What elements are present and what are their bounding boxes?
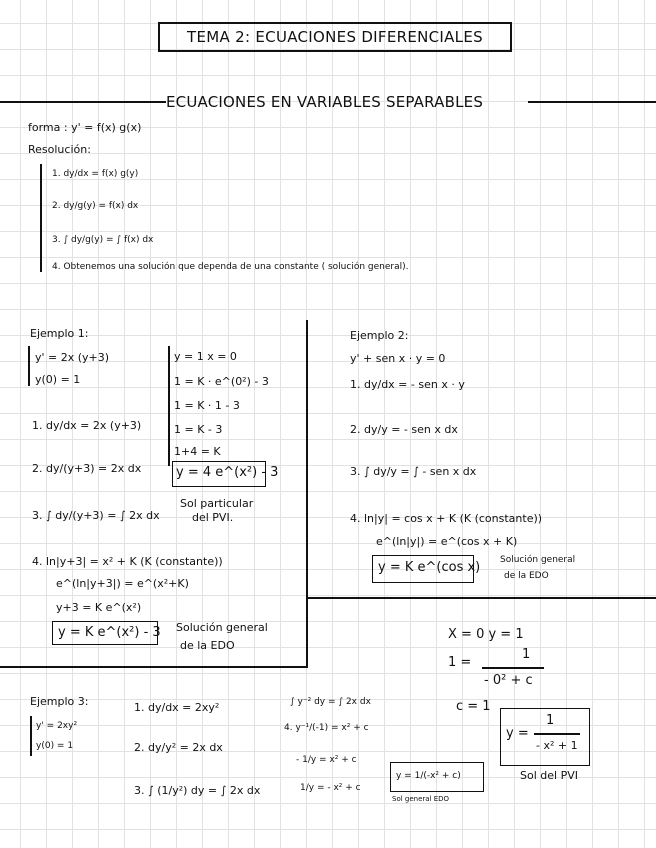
divider-horizontal-left	[0, 666, 308, 668]
resolucion-step-3: 3. ∫ dy/g(y) = ∫ f(x) dx	[52, 235, 154, 245]
ejemplo1-brace	[28, 346, 30, 386]
ejemplo1-step-2: 2. dy/(y+3) = 2x dx	[32, 462, 142, 475]
divider-vertical-ex1-ex2	[306, 320, 308, 668]
page-title	[158, 22, 512, 52]
ejemplo3-step-4: 4. y⁻¹/(-1) = x² + c	[284, 723, 369, 733]
ejemplo2-result-label-1: Solución general	[500, 555, 576, 565]
ejemplo3-int: ∫ y⁻² dy = ∫ 2x dx	[290, 697, 371, 707]
ejemplo3-gen-result: y = 1/(-x² + c)	[396, 771, 461, 781]
ejemplo2-eq: y' + sen x · y = 0	[350, 352, 446, 365]
ejemplo1-title: Ejemplo 1:	[30, 327, 89, 340]
ejemplo1-pvi-4: 1 = K - 3	[174, 423, 223, 436]
resolucion-brace	[40, 164, 42, 272]
ejemplo3-line6: 1/y = - x² + c	[300, 783, 361, 793]
pvi2-num: 1	[522, 647, 531, 662]
ejemplo3-step-3: 3. ∫ (1/y²) dy = ∫ 2x dx	[134, 784, 261, 797]
resolucion-heading: Resolución:	[28, 143, 91, 156]
ejemplo3-step-2: 2. dy/y² = 2x dx	[134, 741, 223, 754]
ejemplo1-pvi-line	[168, 346, 170, 466]
pvi2-eq: 1 =	[448, 655, 472, 670]
ejemplo1-pvi-5: 1+4 = K	[174, 445, 221, 458]
ejemplo1-pvi-1: y = 1 x = 0	[174, 350, 237, 363]
subtitle-line-left	[0, 101, 166, 103]
ejemplo1-step-4: 4. ln|y+3| = x² + K (K (constante))	[32, 555, 223, 568]
resolucion-step-4: 4. Obtenemos una solución que dependa de una constante ( solución general).	[52, 262, 409, 272]
ejemplo3-final-num: 1	[546, 713, 555, 728]
ejemplo2-step-4: 4. ln|y| = cos x + K (K (constante))	[350, 512, 543, 525]
ejemplo1-step-3: 3. ∫ dy/(y+3) = ∫ 2x dx	[32, 509, 160, 522]
ejemplo3-line5: - 1/y = x² + c	[296, 755, 357, 765]
ejemplo3-final-bar	[534, 733, 580, 735]
ejemplo3-final-den: - x² + 1	[536, 739, 578, 752]
ejemplo1-result-label-1: Solución general	[176, 621, 268, 634]
forma-line: forma : y' = f(x) g(x)	[28, 121, 142, 134]
ejemplo3-eq: y' = 2xy²	[36, 721, 78, 731]
ejemplo2-step-1: 1. dy/dx = - sen x · y	[350, 378, 465, 391]
ejemplo2-step-2: 2. dy/y = - sen x dx	[350, 423, 458, 436]
pvi2-fraction-bar	[482, 667, 544, 669]
ejemplo1-eq2: y+3 = K e^(x²)	[56, 601, 142, 614]
ejemplo2-title: Ejemplo 2:	[350, 329, 409, 342]
ejemplo3-cond: y(0) = 1	[36, 741, 74, 751]
page-title-text: TEMA 2: ECUACIONES DIFERENCIALES	[187, 28, 483, 46]
ejemplo1-pvi-result: y = 4 e^(x²) - 3	[176, 465, 279, 480]
pvi2-c: c = 1	[456, 699, 491, 714]
ejemplo2-result-label-2: de la EDO	[504, 571, 549, 581]
ejemplo1-eq: y' = 2x (y+3)	[35, 351, 110, 364]
ejemplo1-result: y = K e^(x²) - 3	[58, 625, 161, 640]
section-subtitle: ECUACIONES EN VARIABLES SEPARABLES	[166, 93, 484, 111]
ejemplo1-cond: y(0) = 1	[35, 373, 81, 386]
pvi2-den: - 0² + c	[484, 673, 533, 688]
pvi2-cond: X = 0 y = 1	[448, 627, 524, 642]
ejemplo3-title: Ejemplo 3:	[30, 695, 89, 708]
ejemplo3-brace	[30, 716, 32, 756]
ejemplo3-step-1: 1. dy/dx = 2xy²	[134, 701, 220, 714]
ejemplo1-exp: e^(ln|y+3|) = e^(x²+K)	[56, 577, 189, 590]
ejemplo1-pvi-3: 1 = K · 1 - 3	[174, 399, 240, 412]
ejemplo3-gen-label: Sol general EDO	[392, 795, 450, 803]
ejemplo1-step-1: 1. dy/dx = 2x (y+3)	[32, 419, 142, 432]
ejemplo3-final-label: Sol del PVI	[520, 769, 578, 782]
resolucion-step-1: 1. dy/dx = f(x) g(y)	[52, 169, 139, 179]
ejemplo1-pvi-2: 1 = K · e^(0²) - 3	[174, 375, 269, 388]
ejemplo1-result-label-2: de la EDO	[180, 639, 235, 652]
ejemplo2-exp: e^(ln|y|) = e^(cos x + K)	[376, 535, 518, 548]
ejemplo1-pvi-label-2: del PVI.	[192, 511, 234, 524]
divider-horizontal-right	[306, 597, 656, 599]
ejemplo3-final-pre: y =	[506, 726, 529, 741]
resolucion-step-2: 2. dy/g(y) = f(x) dx	[52, 201, 139, 211]
ejemplo2-step-3: 3. ∫ dy/y = ∫ - sen x dx	[350, 465, 477, 478]
ejemplo1-pvi-label-1: Sol particular	[180, 497, 254, 510]
ejemplo2-result: y = K e^(cos x)	[378, 560, 481, 575]
subtitle-line-right	[528, 101, 656, 103]
